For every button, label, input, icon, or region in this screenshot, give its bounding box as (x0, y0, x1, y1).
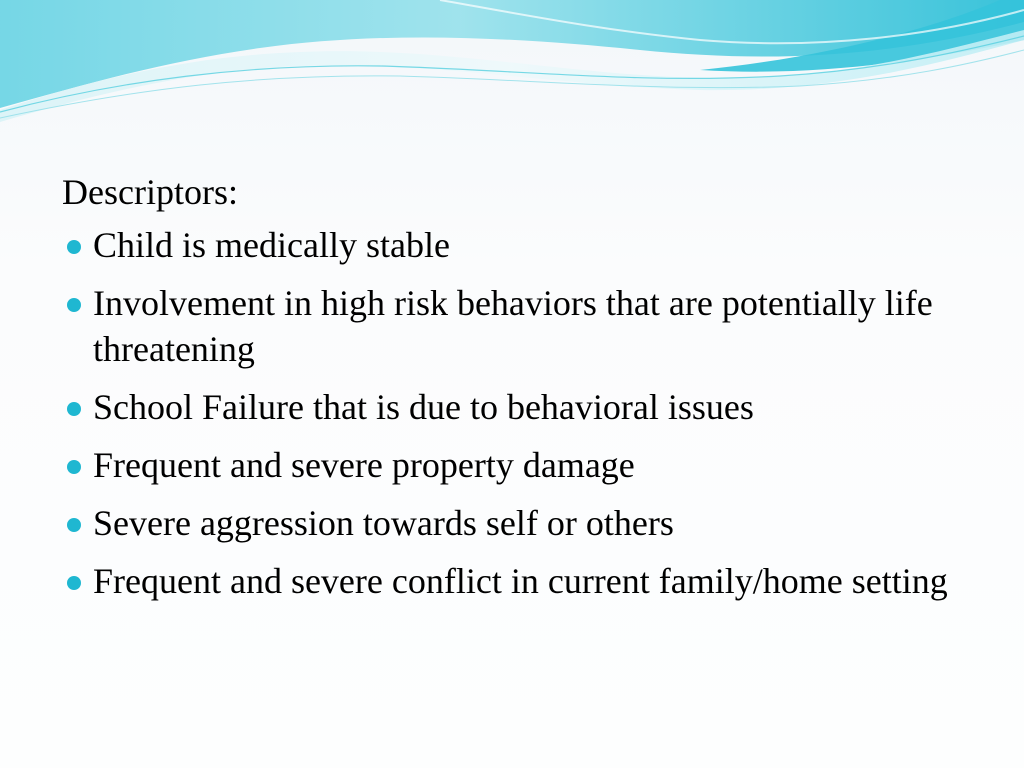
list-item (62, 500, 962, 546)
slide-body (62, 168, 962, 616)
bullet-text: Frequent and severe conflict in current family/home setting (93, 561, 948, 601)
list-item (62, 442, 962, 488)
bullet-icon (67, 576, 81, 590)
bullet-text: Frequent and severe property damage (93, 445, 635, 485)
bullet-icon (67, 460, 81, 474)
list-item (62, 384, 962, 430)
bullet-icon (67, 402, 81, 416)
bullet-icon (67, 240, 81, 254)
decorative-wave-header (0, 0, 1024, 130)
bullet-text: Severe aggression towards self or others (93, 503, 674, 543)
bullet-text: School Failure that is due to behavioral issues (93, 387, 754, 427)
list-item (62, 558, 962, 604)
slide-heading: Descriptors: (62, 172, 238, 212)
bullet-list (62, 222, 962, 604)
bullet-icon (67, 518, 81, 532)
bullet-icon (67, 298, 81, 312)
bullet-text: Involvement in high risk behaviors that are potentially life threatening (93, 283, 933, 369)
list-item (62, 280, 962, 372)
list-item (62, 222, 962, 268)
bullet-text: Child is medically stable (93, 225, 450, 265)
